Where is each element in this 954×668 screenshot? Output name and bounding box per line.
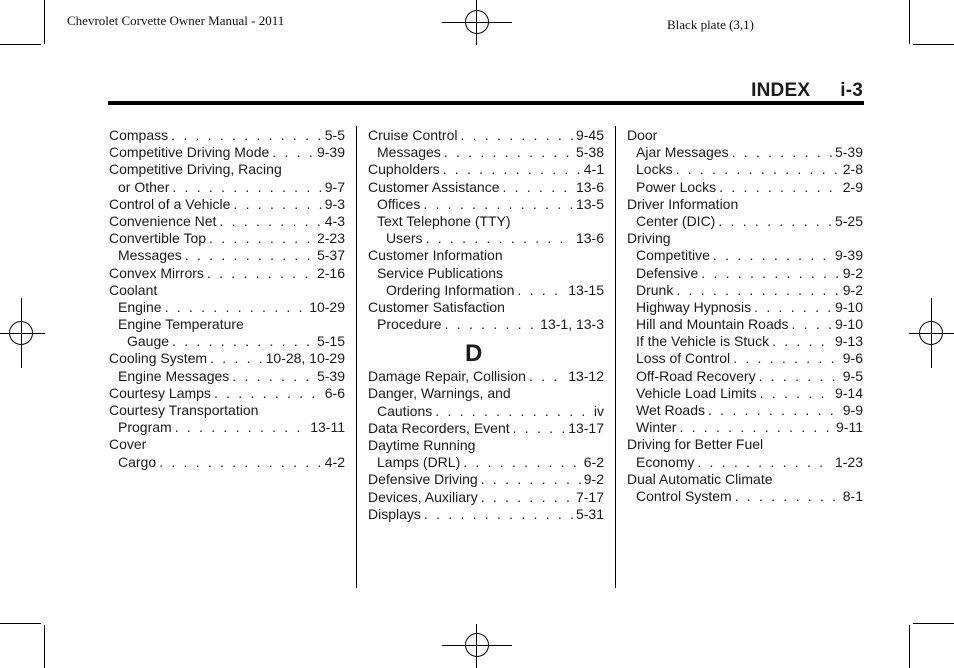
section-title: INDEX (751, 80, 811, 101)
index-entry-label: Lamps (DRL) (377, 454, 461, 471)
index-entry-page: 9-2 (583, 471, 604, 488)
index-entry-page: 9-39 (834, 247, 863, 264)
index-entry-label: Damage Repair, Collision (368, 368, 526, 385)
dot-leader (207, 265, 314, 282)
index-entry-label: Courtesy Lamps (109, 384, 211, 401)
index-entry-label: Convertible Top (109, 230, 207, 247)
dot-leader (732, 144, 832, 161)
dot-leader (760, 385, 832, 402)
index-entry-page: 9-5 (842, 367, 863, 384)
index-entry (368, 196, 604, 213)
dot-leader (272, 144, 314, 161)
index-column-1 (109, 127, 345, 471)
index-entry-label: Hill and Mountain Roads (636, 316, 789, 333)
index-entry-label: Competitive Driving Mode (109, 144, 270, 161)
index-entry (109, 454, 345, 471)
index-entry-page: 1-23 (834, 453, 863, 470)
index-entry (368, 316, 604, 333)
index-entry-label: or Other (118, 178, 170, 195)
index-entry-label: Drunk (636, 281, 674, 298)
index-entry (368, 179, 604, 196)
index-entry-page: 13-6 (575, 178, 604, 195)
index-entry (627, 333, 863, 350)
index-entry (627, 350, 863, 367)
dot-leader (676, 282, 839, 299)
index-entry-page: 4-1 (583, 161, 604, 178)
dot-leader (503, 179, 573, 196)
index-entry-page: 13-15 (568, 281, 604, 298)
crop-mark-bottom-left-h (0, 623, 41, 624)
index-entry-page: 5-38 (575, 144, 604, 161)
index-heading (109, 161, 345, 178)
index-entry-label: Loss of Control (636, 350, 731, 367)
index-entry (627, 419, 863, 436)
index-heading (368, 437, 604, 454)
index-entry-page: 9-10 (834, 316, 863, 333)
plate-label: Black plate (3,1) (667, 17, 754, 32)
index-entry-label: Engine Messages (118, 367, 230, 384)
page-title (751, 80, 863, 102)
index-entry-label: Power Locks (636, 178, 717, 195)
index-heading (368, 385, 604, 402)
index-entry (627, 316, 863, 333)
dot-leader (697, 454, 832, 471)
dot-leader (444, 144, 573, 161)
index-entry-page: 9-9 (842, 402, 863, 418)
index-entry (627, 161, 863, 178)
dot-leader (185, 247, 314, 264)
dot-leader (513, 420, 566, 437)
index-entry-label: Program (118, 419, 172, 436)
index-entry-page: 4-3 (324, 212, 345, 229)
index-entry-page: 13-11 (310, 419, 345, 436)
index-entry (109, 299, 345, 316)
dot-leader (172, 179, 321, 196)
index-heading-label: Daytime Running (368, 437, 476, 453)
crop-mark-bottom-right-v (909, 625, 910, 668)
dot-leader (481, 489, 573, 506)
index-entry (109, 333, 345, 350)
index-entry-page: 5-15 (316, 333, 345, 350)
index-entry-page: 5-39 (834, 144, 863, 161)
dot-leader (679, 419, 833, 436)
dot-leader (159, 454, 322, 471)
dot-leader (424, 506, 573, 523)
index-entry-page: 2-9 (842, 178, 863, 195)
index-entry-label: Gauge (127, 333, 170, 350)
index-entry-page: 9-39 (316, 144, 345, 161)
index-heading (109, 282, 345, 299)
index-entry (368, 506, 604, 523)
index-heading (368, 247, 604, 264)
index-entry-page: 9-45 (575, 127, 604, 143)
index-heading-label: Dual Automatic Climate (627, 470, 773, 487)
index-entry (627, 488, 863, 505)
index-entry-page: 5-31 (575, 505, 604, 522)
index-entry (368, 144, 604, 161)
dot-leader (233, 196, 321, 213)
index-entry-label: Ordering Information (386, 281, 515, 298)
index-heading (368, 213, 604, 230)
dot-leader (718, 213, 832, 230)
index-heading (368, 299, 604, 316)
index-entry-label: Offices (377, 195, 421, 212)
index-entry-label: Cautions (377, 402, 433, 419)
index-entry-page: 9-2 (842, 264, 863, 281)
dot-leader (232, 368, 314, 385)
index-entry-page: 9-7 (324, 178, 345, 195)
index-entry (627, 179, 863, 196)
index-heading-label: Door (627, 127, 658, 143)
index-heading-label: Driving for Better Fuel (627, 436, 764, 453)
index-entry (368, 127, 604, 144)
index-heading-label: Text Telephone (TTY) (377, 212, 511, 229)
index-entry-label: Engine (118, 298, 162, 315)
dot-leader (214, 385, 322, 402)
index-entry-label: Locks (636, 161, 673, 178)
index-entry (368, 282, 604, 299)
index-entry-page: 13-1, 13-3 (540, 316, 604, 333)
title-rule (108, 101, 864, 105)
index-entry (109, 265, 345, 282)
index-entry-label: Convex Mirrors (109, 264, 204, 281)
index-entry-label: Procedure (377, 316, 442, 333)
index-entry-page: 13-6 (575, 230, 604, 247)
index-column-3 (627, 127, 863, 505)
index-entry-label: Winter (636, 419, 677, 436)
index-entry (368, 489, 604, 506)
index-entry-label: Cooling System (109, 350, 208, 367)
index-letter-heading: D (465, 340, 483, 368)
dot-leader (735, 488, 840, 505)
index-entry-label: Highway Hypnosis (636, 298, 752, 315)
index-entry-page: 2-16 (316, 264, 345, 281)
index-entry (109, 213, 345, 230)
index-entry (109, 368, 345, 385)
index-entry-label: Convenience Net (109, 212, 217, 229)
index-entry-label: Customer Assistance (368, 178, 500, 195)
index-entry (627, 247, 863, 264)
index-entry (368, 454, 604, 471)
dot-leader (423, 196, 573, 213)
index-entry-label: Defensive (636, 264, 699, 281)
crop-mark-top-right-h (913, 44, 954, 45)
index-heading (109, 402, 345, 419)
index-entry (109, 127, 345, 144)
index-entry (627, 368, 863, 385)
index-entry-page: 5-37 (316, 247, 345, 264)
index-entry (109, 230, 345, 247)
index-entry-page: 8-1 (842, 487, 863, 504)
index-entry (368, 368, 604, 385)
index-entry-label: Control of a Vehicle (109, 195, 231, 212)
index-entry-label: Center (DIC) (636, 212, 716, 229)
index-entry-page: 6-2 (583, 454, 604, 471)
index-entry-page: 5-25 (834, 212, 863, 229)
index-entry-page: 2-23 (316, 230, 345, 247)
index-entry (109, 144, 345, 161)
index-heading-label: Engine Temperature (118, 316, 244, 333)
index-entry-page: 9-11 (836, 419, 863, 436)
index-entry-label: Displays (368, 505, 421, 522)
index-entry-label: Cupholders (368, 161, 440, 178)
index-entry-label: Wet Roads (636, 402, 705, 418)
index-heading (109, 316, 345, 333)
dot-leader (701, 265, 840, 282)
dot-leader (772, 333, 832, 350)
index-entry-page: 9-6 (842, 350, 863, 367)
index-entry (109, 350, 345, 367)
index-entry-page: 9-2 (842, 281, 863, 298)
dot-leader (426, 230, 573, 247)
index-entry-label: Ajar Messages (636, 144, 729, 161)
dot-leader (175, 419, 308, 436)
index-heading (627, 230, 863, 247)
index-heading-label: Competitive Driving, Racing (109, 161, 282, 178)
crop-mark-bottom-left-v (44, 625, 45, 668)
index-entry-page: 2-8 (842, 161, 863, 178)
index-entry (109, 179, 345, 196)
index-heading-label: Coolant (109, 281, 158, 298)
index-entry-label: Control System (636, 487, 732, 504)
dot-leader (759, 368, 840, 385)
index-heading-label: Service Publications (377, 264, 504, 281)
index-entry (368, 161, 604, 178)
dot-leader (792, 316, 832, 333)
dot-leader (209, 230, 314, 247)
index-entry-label: Economy (636, 453, 695, 470)
crop-mark-top-left-v (44, 0, 45, 44)
index-entry-label: Data Recorders, Event (368, 419, 510, 436)
index-entry (109, 196, 345, 213)
page-number: i-3 (840, 80, 863, 101)
index-entry-page: 7-17 (575, 488, 604, 505)
index-entry-page: 9-3 (324, 195, 345, 212)
dot-leader (171, 127, 322, 144)
index-entry-page: 13-17 (568, 419, 604, 436)
index-entry-page: 5-39 (316, 367, 345, 384)
index-entry (627, 265, 863, 282)
index-heading-label: Driver Information (627, 195, 739, 212)
crop-mark-top-left-h (0, 44, 41, 45)
dot-leader (445, 316, 538, 333)
index-entry-label: Defensive Driving (368, 471, 478, 488)
index-heading-label: Cover (109, 436, 147, 453)
dot-leader (210, 350, 263, 367)
dot-leader (435, 403, 591, 420)
dot-leader (676, 161, 840, 178)
index-entry (368, 403, 604, 420)
dot-leader (708, 402, 840, 419)
dot-leader (460, 127, 572, 144)
index-entry-label: If the Vehicle is Stuck (636, 333, 770, 350)
dot-leader (754, 299, 832, 316)
dot-leader (172, 333, 314, 350)
index-entry-page: 9-14 (834, 384, 863, 401)
index-heading (627, 196, 863, 213)
index-entry-label: Compass (109, 127, 169, 143)
index-entry (627, 454, 863, 471)
index-entry (368, 420, 604, 437)
dot-leader (443, 161, 581, 178)
index-entry-label: Cruise Control (368, 127, 458, 143)
index-entry (109, 419, 345, 436)
index-entry-page: 13-5 (575, 195, 604, 212)
index-heading (627, 436, 863, 453)
index-entry (368, 471, 604, 488)
index-entry (627, 213, 863, 230)
index-entry (368, 230, 604, 247)
index-heading (368, 265, 604, 282)
dot-leader (481, 471, 581, 488)
column-divider (356, 126, 357, 588)
dot-leader (463, 454, 581, 471)
index-heading-label: Customer Information (368, 247, 503, 264)
index-entry-label: Devices, Auxiliary (368, 488, 478, 505)
index-entry-page: 6-6 (324, 384, 345, 401)
index-heading-label: Customer Satisfaction (368, 298, 505, 315)
dot-leader (529, 368, 565, 385)
dot-leader (713, 247, 832, 264)
index-entry-page: 10-28, 10-29 (265, 350, 345, 367)
index-column-2 (368, 127, 604, 523)
index-entry (109, 247, 345, 264)
index-entry-label: Off-Road Recovery (636, 367, 756, 384)
index-entry-page: 5-5 (324, 127, 345, 143)
index-entry-page: 13-12 (568, 368, 604, 385)
index-entry-label: Messages (118, 247, 182, 264)
index-entry (627, 385, 863, 402)
index-entry-label: Users (386, 230, 423, 247)
index-entry-page: 4-2 (324, 453, 345, 470)
dot-leader (733, 350, 840, 367)
index-entry-page: 9-13 (834, 333, 863, 350)
index-entry-page: iv (593, 402, 604, 419)
index-entry (627, 402, 863, 419)
dot-leader (719, 179, 840, 196)
dot-leader (219, 213, 321, 230)
index-entry (109, 385, 345, 402)
index-entry-label: Messages (377, 144, 441, 161)
index-heading (627, 471, 863, 488)
index-entry (627, 282, 863, 299)
index-heading-label: Courtesy Transportation (109, 402, 259, 418)
dot-leader (165, 299, 307, 316)
index-entry-page: 9-10 (834, 298, 863, 315)
crop-mark-top-right-v (909, 0, 910, 44)
index-entry-label: Competitive (636, 247, 710, 264)
index-entry-label: Vehicle Load Limits (636, 384, 757, 401)
column-divider (615, 126, 616, 588)
index-heading (627, 127, 863, 144)
index-heading-label: Driving (627, 230, 671, 247)
index-entry (627, 144, 863, 161)
index-entry-label: Cargo (118, 453, 157, 470)
index-entry-page: 10-29 (309, 298, 345, 315)
manual-title: Chevrolet Corvette Owner Manual - 2011 (67, 13, 285, 28)
index-heading (109, 436, 345, 453)
index-entry (627, 299, 863, 316)
crop-mark-bottom-right-h (913, 623, 954, 624)
dot-leader (517, 282, 565, 299)
index-heading-label: Danger, Warnings, and (368, 385, 511, 402)
